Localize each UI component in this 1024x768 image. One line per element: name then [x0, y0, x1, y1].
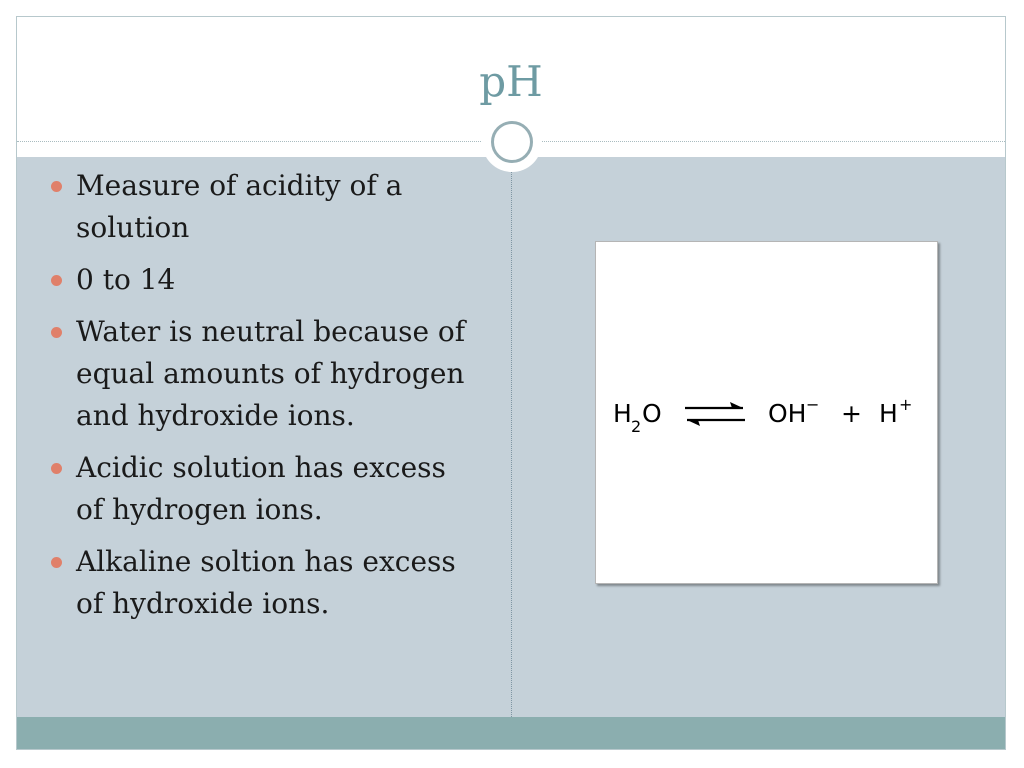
reactant-tail: O	[642, 399, 662, 428]
bullet-item	[47, 311, 477, 437]
column-divider	[511, 157, 512, 717]
slide	[16, 16, 1006, 750]
equilibrium-arrow-icon	[685, 402, 745, 426]
equation-figure	[596, 242, 937, 583]
bullet-text: Alkaline soltion has excess of hydroxide ions.	[76, 545, 456, 620]
reactant-subscript: 2	[631, 417, 642, 436]
product1-charge: −	[806, 395, 820, 414]
product2-charge: +	[899, 395, 913, 414]
slide-title: pH	[479, 57, 543, 106]
plus-sign: +	[841, 399, 862, 428]
bullet-item	[47, 447, 477, 531]
ring-ornament-inner	[491, 121, 533, 163]
bullet-item	[47, 259, 477, 301]
bullet-dot-icon	[51, 463, 62, 474]
product1-symbol: OH	[768, 399, 807, 428]
product2-symbol: H	[879, 399, 898, 428]
equation-image	[595, 241, 938, 584]
bullet-item	[47, 165, 477, 249]
bullet-item	[47, 541, 477, 625]
bullet-text: Water is neutral because of equal amounts of hydrogen and hydroxide ions.	[76, 315, 466, 432]
bullet-text: Acidic solution has excess of hydrogen ions.	[76, 451, 446, 526]
reactant-symbol: H	[613, 399, 632, 428]
bullet-dot-icon	[51, 557, 62, 568]
bullet-dot-icon	[51, 275, 62, 286]
bullet-dot-icon	[51, 181, 62, 192]
footer-bar	[17, 717, 1006, 750]
bullet-text: Measure of acidity of a solution	[76, 169, 403, 244]
bullet-dot-icon	[51, 327, 62, 338]
bullet-text: 0 to 14	[76, 263, 176, 296]
bullet-list	[47, 165, 477, 635]
